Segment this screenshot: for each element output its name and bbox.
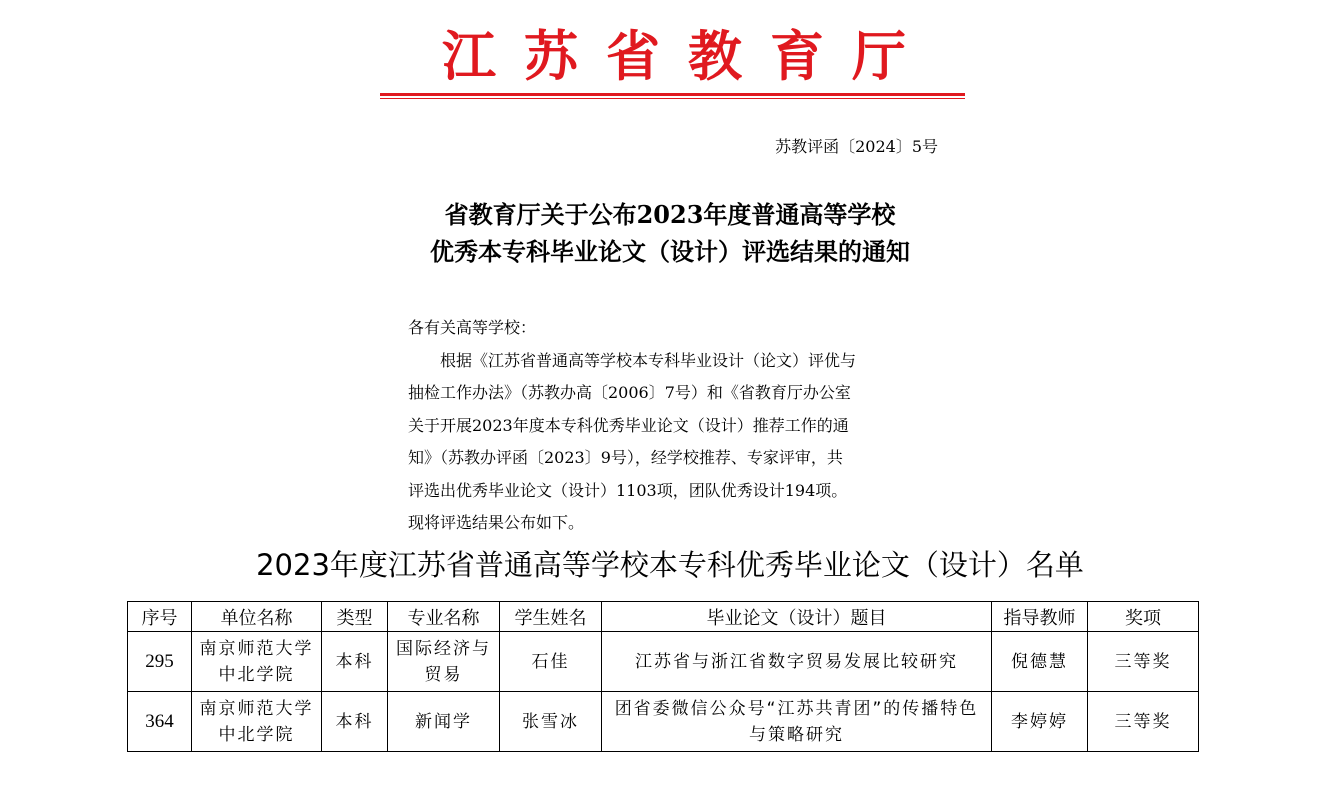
- body-line: 抽检工作办法》（苏教办高〔2006〕7号）和《省教育厅办公室: [408, 383, 851, 402]
- org-title: 江苏省教育厅: [442, 24, 934, 88]
- body-line: 评选出优秀毕业论文（设计）1103项，团队优秀设计194项。: [408, 480, 848, 500]
- advisor-cell: 倪德慧: [992, 632, 1088, 692]
- salutation: 各有关高等学校：: [408, 318, 537, 337]
- column-header: 序号: [128, 602, 192, 632]
- body-line: 现将评选结果公布如下。: [408, 513, 585, 532]
- serial-cell: 295: [128, 632, 192, 692]
- institution-cell: 南京师范大学中北学院: [192, 632, 322, 692]
- column-header: 学生姓名: [500, 602, 602, 632]
- serial-cell: 364: [128, 692, 192, 752]
- institution-cell: 南京师范大学中北学院: [192, 692, 322, 752]
- type-cell: 本科: [322, 632, 388, 692]
- column-header: 奖项: [1088, 602, 1199, 632]
- notice-title-line: 优秀本专科毕业论文（设计）评选结果的通知: [430, 237, 910, 266]
- advisor-cell: 李婷婷: [992, 692, 1088, 752]
- notice-title-line: 省教育厅关于公布2023年度普通高等学校: [444, 200, 896, 229]
- list-heading: 2023年度江苏省普通高等学校本专科优秀毕业论文（设计）名单: [256, 548, 1084, 582]
- header-rule-thick: [380, 93, 965, 96]
- column-header: 类型: [322, 602, 388, 632]
- body-line: 根据《江苏省普通高等学校本专科毕业设计（论文）评优与: [408, 350, 857, 370]
- column-header: 毕业论文（设计）题目: [602, 602, 992, 632]
- body-line: 关于开展2023年度本专科优秀毕业论文（设计）推荐工作的通: [408, 415, 849, 435]
- notice-body: [408, 312, 948, 540]
- column-header: 单位名称: [192, 602, 322, 632]
- major-cell: 新闻学: [388, 692, 500, 752]
- type-cell: 本科: [322, 692, 388, 752]
- award-cell: 三等奖: [1088, 632, 1199, 692]
- table-header-row: [128, 602, 1199, 632]
- column-header: 指导教师: [992, 602, 1088, 632]
- document-number: 苏教评函〔2024〕5号: [775, 137, 938, 156]
- column-header: 专业名称: [388, 602, 500, 632]
- thesis-title-cell: 团省委微信公众号“江苏共青团”的传播特色与策略研究: [602, 692, 992, 752]
- table-row: [128, 632, 1199, 692]
- table-row: [128, 692, 1199, 752]
- header-rule-thin: [380, 98, 965, 99]
- student-cell: 石佳: [500, 632, 602, 692]
- body-line: 知》（苏教办评函〔2023〕9号），经学校推荐、专家评审，共: [408, 448, 843, 467]
- student-cell: 张雪冰: [500, 692, 602, 752]
- award-cell: 三等奖: [1088, 692, 1199, 752]
- major-cell: 国际经济与贸易: [388, 632, 500, 692]
- award-table: [127, 601, 1199, 752]
- notice-title: [330, 196, 1010, 270]
- thesis-title-cell: 江苏省与浙江省数字贸易发展比较研究: [602, 632, 992, 692]
